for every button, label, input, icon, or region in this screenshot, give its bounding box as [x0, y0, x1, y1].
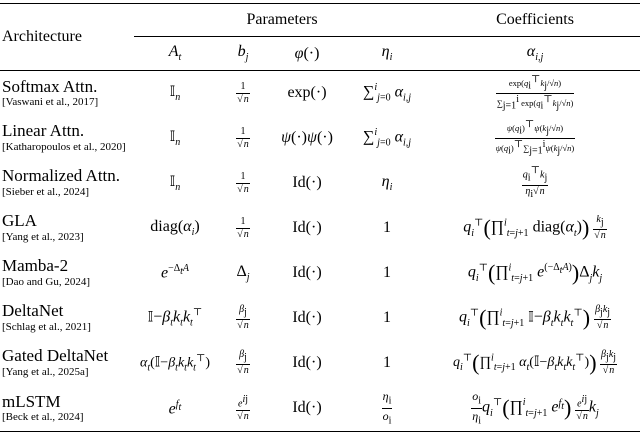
header-parameters: Parameters — [134, 4, 430, 37]
b-cell: $\frac{1}{√n}$ — [237, 170, 249, 195]
A-cell: $\alpha_t(𝕀-\beta_tk_tk_t^⊤)$ — [139, 352, 211, 374]
alpha-cell: $q_i^⊤(\prod^i_{t=j+1}$ $𝕀-\beta_tk_tk_t^⊤$) $\frac{\beta_jk_j}{√n}$ — [458, 304, 611, 331]
table-row — [0, 161, 640, 206]
header-eta: $\eta_i$ — [381, 43, 393, 64]
alpha-cell: $q_i^⊤(\prod^i_{t=j+1}$ $e^{(-\Delta_tA)})\Delta_jk_j$ — [467, 260, 603, 285]
arch-cell — [0, 341, 134, 386]
header-architecture: Architecture — [2, 28, 82, 45]
eta-cell: 1 — [383, 219, 391, 236]
alpha-cell: $\frac{q_i^⊤k_j}{\eta_i√n}$ — [522, 165, 548, 200]
b-cell: $\frac{1}{√n}$ — [237, 215, 249, 240]
phi-cell: Id(·) — [292, 174, 322, 191]
eta-cell: ∑$^i_{j=0}$ $\alpha_{i,j}$ — [362, 82, 412, 104]
eta-cell: 1 — [383, 354, 391, 371]
arch-name: GLA — [2, 211, 37, 231]
b-cell: $\frac{1}{√n}$ — [237, 125, 249, 150]
arch-cell — [0, 206, 134, 251]
A-cell: $diag(\alpha_i)$ — [150, 217, 200, 239]
arch-cite: [Beck et al., 2024] — [2, 411, 84, 424]
A-cell: $𝕀-\beta_tk_tk_t^⊤$ — [147, 307, 203, 329]
header-phi: φ(·) — [294, 44, 320, 62]
arch-name: Mamba-2 — [2, 256, 69, 276]
arch-cite: [Schlag et al., 2021] — [2, 321, 91, 334]
arch-cite: [Katharopoulos et al., 2020] — [2, 141, 126, 154]
eta-cell: $\frac{\eta_i}{o_i}$ — [382, 389, 392, 427]
arch-cell — [0, 71, 134, 116]
eta-cell: ∑$^i_{j=0}$ $\alpha_{i,j}$ — [362, 127, 412, 149]
alpha-cell: $\frac{\psi(q_i)^⊤\psi(k_j/√n)}{\psi(q_i)^⊤\sum_{j=1}^i\psi(k_j/√n)}$ — [495, 118, 575, 157]
arch-cite: [Sieber et al., 2024] — [2, 186, 90, 199]
phi-cell: Id(·) — [292, 354, 322, 371]
table-row — [0, 116, 640, 161]
header-A: $A_t$ — [168, 43, 182, 64]
table-row — [0, 206, 640, 251]
b-cell: $\frac{\beta_j}{√n}$ — [237, 349, 249, 376]
eta-cell: 1 — [383, 264, 391, 281]
A-cell: $e^{-\Delta_tA}$ — [160, 263, 190, 282]
b-cell: $\frac{1}{√n}$ — [237, 80, 249, 105]
b-cell: $\Delta_j$ — [236, 262, 250, 284]
b-cell: $\frac{e^{ij}}{√n}$ — [237, 393, 249, 422]
A-cell: 𝕀$_n$ — [169, 173, 181, 194]
arch-cell — [0, 296, 134, 341]
architecture-comparison-table — [0, 3, 640, 432]
table-row — [0, 296, 640, 341]
header-alpha: $\alpha_{i,j}$ — [526, 43, 544, 64]
phi-cell: Id(·) — [292, 309, 322, 326]
alpha-cell: $q_i^⊤(\prod^i_{t=j+1}$ $\alpha_t(𝕀-\beta_tk_tk_t^⊤)$) $\frac{\beta_jk_j}{√n}$ — [452, 349, 617, 376]
alpha-cell: $\frac{o_i}{\eta_i}$ $q_i^⊤(\prod^i_{t=j+1}$ $e^{f_t}$) $\frac{e^{ij}}{√n}$ $k_j$ — [472, 389, 599, 427]
header-b: $b_j$ — [237, 43, 249, 64]
arch-name: DeltaNet — [2, 301, 64, 321]
phi-cell: Id(·) — [292, 399, 322, 417]
phi-cell: ψ(·)ψ(·) — [281, 129, 333, 146]
arch-cite: [Dao and Gu, 2024] — [2, 276, 90, 289]
arch-cite: [Yang et al., 2023] — [2, 231, 84, 244]
table-row — [0, 251, 640, 296]
eta-cell: $\eta_i$ — [381, 172, 393, 194]
eta-cell: 1 — [383, 309, 391, 326]
arch-name: mLSTM — [2, 391, 61, 411]
arch-cell — [0, 386, 134, 432]
arch-cell — [0, 116, 134, 161]
A-cell: 𝕀$_n$ — [169, 128, 181, 149]
arch-cite: [Vaswani et al., 2017] — [2, 96, 99, 109]
A-cell: $e^{f_t}$ — [168, 398, 182, 417]
arch-name: Gated DeltaNet — [2, 346, 109, 366]
table-row — [0, 386, 640, 432]
arch-cell — [0, 251, 134, 296]
phi-cell: Id(·) — [292, 219, 322, 236]
arch-name: Normalized Attn. — [2, 166, 121, 186]
arch-cite: [Yang et al., 2025a] — [2, 366, 89, 379]
phi-cell: exp(·) — [287, 84, 327, 102]
arch-name: Softmax Attn. — [2, 76, 98, 96]
table-row — [0, 341, 640, 386]
alpha-cell: $q_i^⊤(\prod^i_{t=j+1}$ $diag(\alpha_t)$) $\frac{k_j}{√n}$ — [463, 214, 606, 241]
header-coefficients: Coefficients — [430, 4, 640, 37]
b-cell: $\frac{\beta_j}{√n}$ — [237, 304, 249, 331]
table-row — [0, 71, 640, 116]
A-cell: 𝕀$_n$ — [169, 84, 181, 104]
arch-name: Linear Attn. — [2, 121, 85, 141]
arch-cell — [0, 161, 134, 206]
alpha-cell: $\frac{\exp(q_i^⊤k_j/√n)}{\sum_{j=1}^i \exp(q_i^⊤k_j/√n)}$ — [496, 74, 574, 112]
phi-cell: Id(·) — [292, 264, 322, 281]
